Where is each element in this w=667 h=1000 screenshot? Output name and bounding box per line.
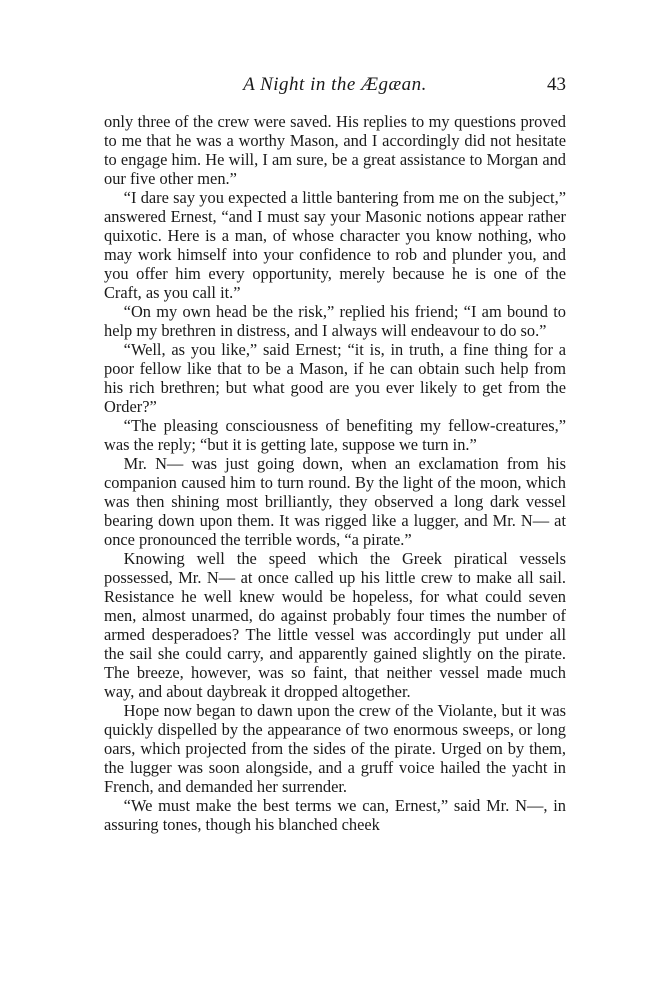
paragraph: “The pleasing consciousness of benefiting my fellow-creatures,” was the reply; “but it is getting late, suppose we turn in.” xyxy=(104,416,566,454)
paragraph: “I dare say you expected a little bantering from me on the subject,” answered Ernest, “and I must say your Masonic notions appear rather quixotic. Here is a man, of whose character you know nothing, who may work himself into your confidence to rob and plunder you, and you offer him every opportunity, merely because he is one of the Craft, as you call it.” xyxy=(104,188,566,302)
paragraph: Hope now began to dawn upon the crew of the Violante, but it was quickly dispelled by the appearance of two enormous sweeps, or long oars, which projected from the sides of the pirate. Urged on by them, the lugger was soon alongside, and a gruff voice hailed the yacht in French, and demanded her surrender. xyxy=(104,701,566,796)
paragraph: “Well, as you like,” said Ernest; “it is, in truth, a fine thing for a poor fellow like that to be a Mason, if he can obtain such help from his rich brethren; but what good are you ever likely to get from the Order?” xyxy=(104,340,566,416)
page-number: 43 xyxy=(547,74,566,95)
paragraph: “On my own head be the risk,” replied his friend; “I am bound to help my brethren in distress, and I always will endeavour to do so.” xyxy=(104,302,566,340)
paragraph: only three of the crew were saved. His replies to my questions proved to me that he was a worthy Mason, and I accordingly did not hesitate to engage him. He will, I am sure, be a great assistance to Morgan and our five other men.” xyxy=(104,112,566,188)
body-text xyxy=(104,112,566,834)
paragraph: “We must make the best terms we can, Ernest,” said Mr. N—, in assuring tones, though his blanched cheek xyxy=(104,796,566,834)
running-title: A Night in the Ægæan. xyxy=(243,74,427,95)
paragraph: Mr. N— was just going down, when an exclamation from his companion caused him to turn round. By the light of the moon, which was then shining most brilliantly, they observed a long dark vessel bearing down upon them. It was rigged like a lugger, and Mr. N— at once pronounced the terrible words, “a pirate.” xyxy=(104,454,566,549)
page-header xyxy=(104,74,566,102)
paragraph: Knowing well the speed which the Greek piratical vessels possessed, Mr. N— at once called up his little crew to make all sail. Resistance he well knew would be hopeless, for what could seven men, almost unarmed, do against probably four times the number of armed desperadoes? The little vessel was accordingly put under all the sail she could carry, and apparently gained slightly on the pirate. The breeze, however, was so faint, that neither vessel made much way, and about daybreak it dropped altogether. xyxy=(104,549,566,701)
